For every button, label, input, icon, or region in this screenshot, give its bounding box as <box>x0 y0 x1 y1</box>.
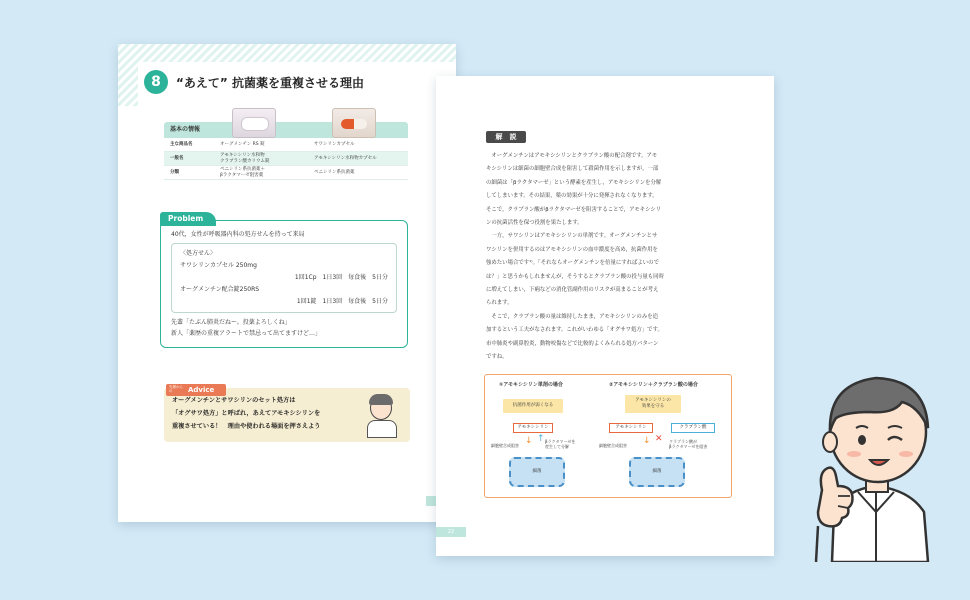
chapter-number-badge: 8 <box>144 70 168 94</box>
advice-box: オーグメンチンとサワシリンのセット処方は 「オグサワ処方」と呼ばれ，あえてアモキシシリンを 重複させている！ 理由や使われる場面を押さえよう <box>164 388 410 442</box>
right-page <box>436 76 774 556</box>
bacteria-cell-1: 細菌 <box>509 457 565 487</box>
sawacillin-capsule-photo <box>332 108 376 138</box>
augmentin-tablet-photo <box>232 108 276 138</box>
problem-intro: 40代，女性が呼吸器内科の処方せんを持って来局 <box>171 231 305 238</box>
figure-box-clavulanate: クラブラン酸 <box>671 423 715 433</box>
figure-note-weak: 抗菌作用が弱くなる <box>503 399 563 413</box>
advice-small-label: 先輩からの <box>169 385 183 393</box>
figure-box-amoxicillin-2: アモキシシリン <box>609 423 653 433</box>
mechanism-figure: ①アモキシシリン単剤の場合 ②アモキシシリン＋クラブラン酸の場合 抗菌作用が弱くなる アモキシシリンの 効果を守る アモキシシリン アモキシシリン クラブラン酸 細胞壁合成阻害 βラクタマーゼを 産生して分解 細胞壁合成阻害 クラブラン酸が βラクタマーゼを阻害 ↓ ↑ ↓ ✕ 細菌 細菌 <box>484 374 732 498</box>
dialog-junior: 新人「薬歴の重複アラートで禁忌って出てますけど…」 <box>171 330 322 337</box>
page-number: 22 <box>436 527 466 537</box>
advice-tag: Advice <box>166 384 226 396</box>
pharmacist-thumbs-up-illustration <box>814 362 938 562</box>
cross-icon: ✕ <box>655 434 663 444</box>
figure-box-amoxicillin-1: アモキシシリン <box>513 423 553 433</box>
table-row: 一般名 アモキシシリン水和物 クラブラン酸カリウム錠 アモキシシリン水和物カプセル <box>164 152 408 166</box>
arrow-down-icon: ↓ <box>643 436 651 446</box>
explanation-text: オーグメンチンはアモキシシリンとクラブラン酸の配合剤です。アモ キシシリンは細菌の細胞壁合成を阻害して殺菌作用を示しますが，一部 の細菌は「βラクタマーゼ」という酵素を産生し，アモキシシリンを分解 してしまいます。その結果，薬の効果が十分に発揮されなくなります。 そこで，クラブラン酸がβラクタマーゼを阻害することで，アモキシシリ ンの抗菌活性を保つ役割を果たします。 一方，サワシリンはアモキシシリンの単剤です。オーグメンチンとサ ワシリンを併用するのはアモキシシリンの血中濃度を高め，抗菌作用を 強めたい場合です¹⁾。「それならオーグメンチンを倍量にすればよいので は？」と思うかもしれませんが，そうするとクラブラン酸の投与量も同時 に増えてしまい，下痢などの消化管副作用のリスクが高まることが考え られます。 そこで，クラブラン酸の量は維持したまま，アモキシシリンのみを追 加するという工夫がなされます。これがいわゆる「オグサワ処方」です。 市中肺炎や副鼻腔炎，動物咬傷などで比較的よくみられる処方パターン ですね。 <box>486 153 664 361</box>
bacteria-cell-2: 細菌 <box>629 457 685 487</box>
problem-tag: Problem <box>160 212 216 226</box>
pharmacist-illustration-small <box>364 394 400 438</box>
explanation-tag: 解 説 <box>486 131 526 143</box>
figure-heading-1: ①アモキシシリン単剤の場合 <box>499 382 563 388</box>
table-row: 主な商品名 オーグメンチン RS 錠 サワシリンカプセル <box>164 138 408 152</box>
chapter-title: “あえて” 抗菌薬を重複させる理由 <box>176 76 364 90</box>
table-row: 分類 ペニシリン系抗菌薬＋ βラクタマーゼ阻害薬 ペニシリン系抗菌薬 <box>164 166 408 180</box>
prescription-box: 〈処方せん〉 サワシリンカプセル 250mg 1回1Cp 1日3回 毎食後 5日分 オーグメンチン配合錠250RS 1回1錠 1日3回 毎食後 5日分 <box>171 243 397 313</box>
dialog-senior: 先輩「たぶん肺炎だねー。投薬よろしくね」 <box>171 319 291 326</box>
arrow-up-icon: ↑ <box>537 434 545 444</box>
info-table-header: 基本の情報 <box>164 122 408 138</box>
problem-box <box>160 220 408 348</box>
left-page <box>118 44 456 522</box>
figure-note-protect: アモキシシリンの 効果を守る <box>625 395 681 413</box>
figure-heading-2: ②アモキシシリン＋クラブラン酸の場合 <box>609 382 698 388</box>
arrow-down-icon: ↓ <box>525 436 533 446</box>
